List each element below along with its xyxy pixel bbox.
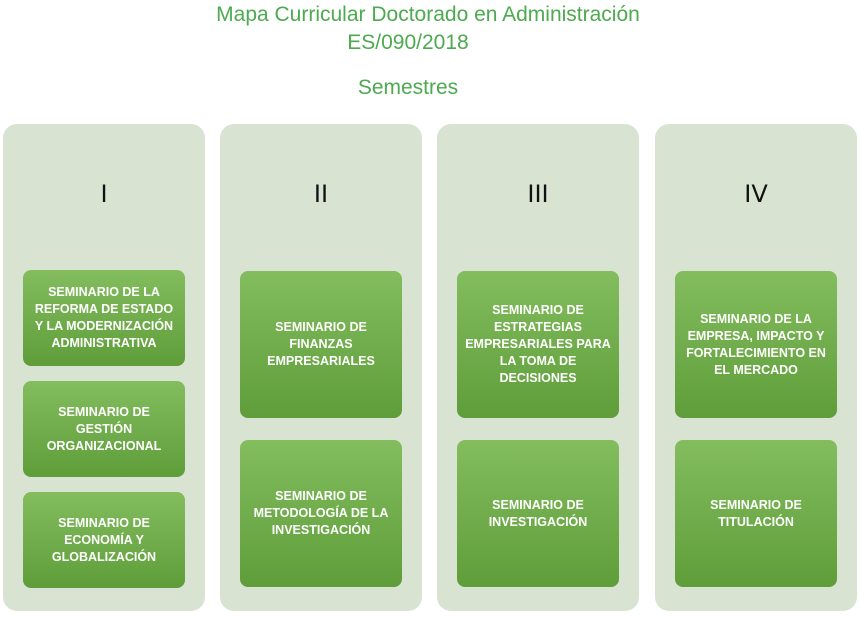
semester-column-4	[655, 124, 857, 611]
course-card: SEMINARIO DE LA EMPRESA, IMPACTO Y FORTALECIMIENTO EN EL MERCADO	[675, 271, 837, 418]
program-code: ES/090/2018	[347, 31, 469, 54]
course-card: SEMINARIO DE ESTRATEGIAS EMPRESARIALES PARA LA TOMA DE DECISIONES	[457, 271, 619, 418]
semester-column-3	[437, 124, 639, 611]
semester-numeral: II	[313, 180, 329, 208]
semester-numeral: IV	[744, 180, 768, 208]
semesters-heading: Semestres	[357, 76, 459, 99]
course-card: SEMINARIO DE INVESTIGACIÓN	[457, 440, 619, 587]
course-card: SEMINARIO DE LA REFORMA DE ESTADO Y LA MODERNIZACIÓN ADMINISTRATIVA	[23, 270, 185, 366]
course-card: SEMINARIO DE METODOLOGÍA DE LA INVESTIGACIÓN	[240, 440, 402, 587]
page-title: Mapa Curricular Doctorado en Administración	[216, 3, 640, 26]
semester-numeral: I	[100, 180, 108, 208]
course-card: SEMINARIO DE TITULACIÓN	[675, 440, 837, 587]
course-card: SEMINARIO DE GESTIÓN ORGANIZACIONAL	[23, 381, 185, 477]
course-card: SEMINARIO DE ECONOMÍA Y GLOBALIZACIÓN	[23, 492, 185, 588]
semester-numeral: III	[527, 180, 549, 208]
semester-column-2	[220, 124, 422, 611]
course-card: SEMINARIO DE FINANZAS EMPRESARIALES	[240, 271, 402, 418]
semester-column-1	[3, 124, 205, 611]
